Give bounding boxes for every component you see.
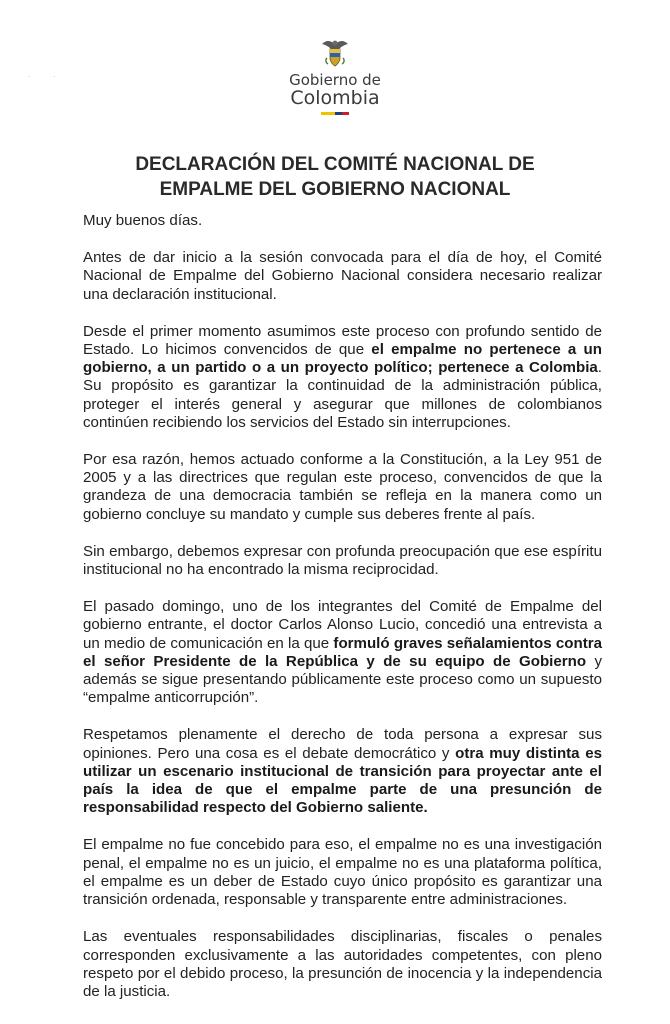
paragraph-4: Sin embargo, debemos expresar con profunda preocupación que ese espíritu institucional no ha encontrado la misma reciprocidad. <box>83 542 602 579</box>
title-line-1: DECLARACIÓN DEL COMITÉ NACIONAL DE <box>135 154 535 175</box>
paragraph-2 <box>83 323 602 432</box>
flag-bar <box>321 112 349 115</box>
paragraph-6 <box>83 726 602 817</box>
paragraph-7: El empalme no fue concebido para eso, el empalme no es una investigación penal, el empalme no es un juicio, el empalme no es una plataforma política, el empalme es un deber de Estado cuyo único propósito es garantizar una transición ordenada, responsable y transparente entre administraciones. <box>83 836 602 909</box>
government-logo <box>270 36 400 115</box>
paragraph-1: Antes de dar inicio a la sesión convocada para el día de hoy, el Comité Nacional de Empalme del Gobierno Nacional considera necesario realizar una declaración institucional. <box>83 249 602 303</box>
paragraph-6-emphasis: otra muy distinta es utilizar un escenario institucional de transición para proyectar ante el país la idea de que el empalme parte de una presunción de responsabilidad respecto del Gobierno saliente. <box>83 744 603 817</box>
brand-line-2: Colombia <box>290 87 380 109</box>
greeting: Muy buenos días. <box>83 212 203 229</box>
paragraph-3: Por esa razón, hemos actuado conforme a la Constitución, a la Ley 951 de 2005 y a las directrices que regulan este proceso, convencidos de que la grandeza de una democracia también se refleja en la manera como un gobierno concluye su mandato y cumple sus deberes frente al país. <box>83 451 602 523</box>
paragraph-5-emphasis: formuló graves señalamientos contra el señor Presidente de la República y de su equipo de Gobierno <box>83 634 602 670</box>
paragraph-2-emphasis: el empalme no pertenece a un gobierno, a un partido o a un proyecto político; pertenece a Colombia <box>83 341 602 377</box>
document-body <box>83 212 602 1020</box>
paragraph-5-text-c: y además se sigue presentando públicamente este proceso como un supuesto “empalme anticorrupción”. <box>83 652 602 707</box>
flag-yellow-stripe <box>321 112 335 115</box>
brand-line-1: Gobierno de <box>289 71 381 89</box>
paragraph-2-text-a: Desde el primer momento asumimos este proceso con profundo sentido de Estado. Lo hicimos convencidos de que <box>83 322 602 359</box>
paragraph-6-text-a: Respetamos plenamente el derecho de toda persona a expresar sus opiniones. Pero una cosa es el debate democrático y <box>83 726 602 762</box>
document-title <box>80 152 590 202</box>
paragraph-2-text-c: . Su propósito es garantizar la continuidad de la administración pública, proteger el interés general y asegurar que millones de colombianos continúen recibiendo los servicios del Estado sin interrupciones. <box>83 359 602 431</box>
title-line-2: EMPALME DEL GOBIERNO NACIONAL <box>159 179 511 200</box>
paragraph-5-text-a: El pasado domingo, uno de los integrantes del Comité de Empalme del gobierno entrante, el doctor Carlos Alonso Lucio, concedió una entrevista a un medio de comunicación en la que <box>83 598 602 652</box>
paragraph-8: Las eventuales responsabilidades disciplinarias, fiscales o penales corresponden exclusivamente a las autoridades competentes, con pleno respeto por el debido proceso, la presunción de inocencia y la independencia de la justicia. <box>83 928 602 1000</box>
flag-red-stripe <box>342 112 349 115</box>
flag-blue-stripe <box>335 112 342 115</box>
coat-of-arms-icon <box>318 36 352 70</box>
paragraph-5 <box>83 598 602 707</box>
scan-marks: · · <box>28 72 66 81</box>
